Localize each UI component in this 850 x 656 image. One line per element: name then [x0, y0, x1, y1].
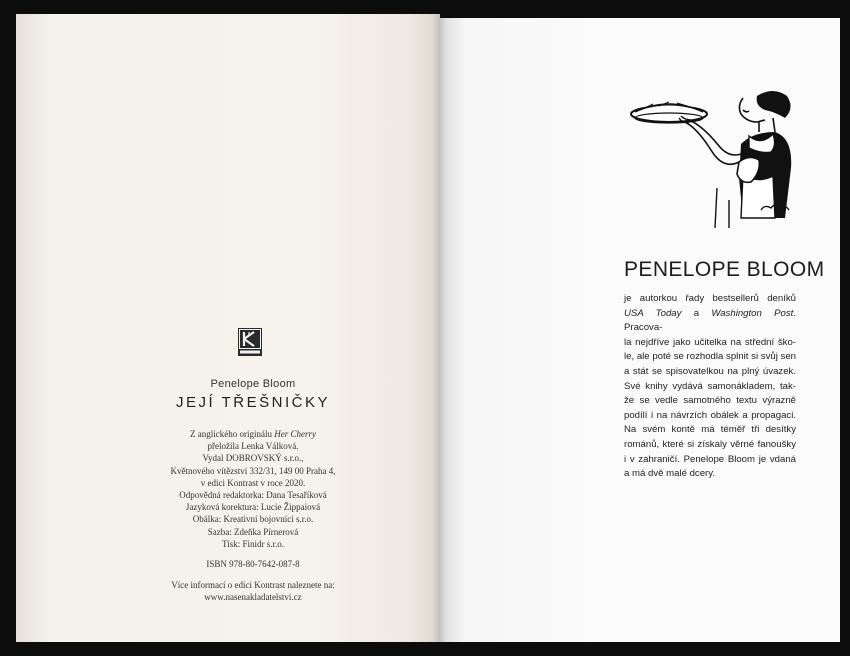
author-bio — [624, 292, 796, 482]
imprint-line: Z anglického originálu Her Cherry — [190, 429, 316, 439]
book-title: JEJÍ TŘEŠNIČKY — [176, 394, 330, 411]
left-author-name: Penelope Bloom — [210, 378, 296, 390]
isbn: ISBN 978-80-7642-087-8 — [206, 559, 300, 570]
imprint-line: Květnového vítězství 332/31, 149 00 Praha 4, — [170, 465, 336, 476]
imprint-line: Tisk: Finidr s.r.o. — [222, 538, 284, 549]
woman-holding-pie-illustration — [625, 88, 797, 230]
imprint-line: Jazyková korektura: Lucie Žippaiová — [185, 502, 321, 513]
more-info: Více informací o edici Kontrast naleznete na: — [171, 580, 335, 591]
imprint-line: v edici Kontrast v roce 2020. — [200, 477, 306, 488]
bio-line: USA Today a Washington Post. Pracova- — [624, 307, 796, 334]
website-url: www.nasenakladatelstvi.cz — [204, 592, 302, 603]
bio-line: je autorkou řady bestsellerů deníků — [624, 293, 796, 304]
bio-line: že se vedle samotného textu výrazně — [624, 395, 796, 407]
author-heading: PENELOPE BLOOM — [624, 258, 825, 281]
bio-line: Své knihy vydává samonákladem, tak- — [624, 380, 796, 392]
bio-line: i v zahraničí. Penelope Bloom je vdaná — [624, 453, 796, 465]
bio-line: a stát se spisovatelkou na plný úvazek. — [624, 365, 796, 377]
bio-line: a má dvě malé dcery. — [624, 468, 715, 480]
bio-line: Na svém kontě má téměř tři desítky — [624, 424, 796, 436]
bio-line: le, ale poté se rozhodla splnit si svůj sen — [624, 351, 796, 363]
kontrast-logo-icon — [238, 328, 262, 356]
bio-line: románů, které si získaly věrné fanoušky — [624, 438, 796, 450]
imprint-line: přeložila Lenka Válková. — [207, 441, 299, 452]
imprint-line: Obálka: Kreativní bojovníci s.r.o. — [192, 514, 314, 525]
bio-line: podílí i na návrzích obálek a propagaci. — [624, 409, 796, 421]
bio-line: la nejdříve jako učitelka na střední ško- — [624, 336, 796, 348]
imprint-line: Vydal DOBROVSKÝ s.r.o., — [202, 453, 304, 464]
imprint-line: Sazba: Zdeňka Pírnerová — [207, 526, 299, 537]
imprint-block — [16, 428, 490, 604]
imprint-line: Odpovědná redaktorka: Dana Tesaříková — [179, 490, 327, 501]
